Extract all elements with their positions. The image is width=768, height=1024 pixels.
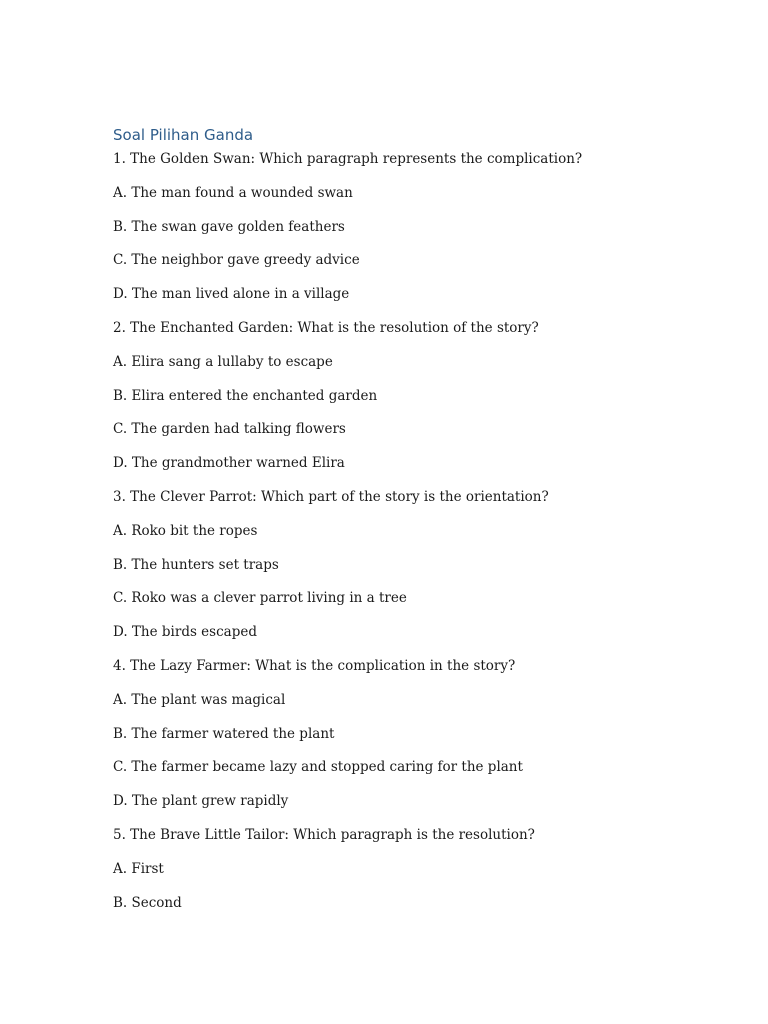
option-line: A. The plant was magical [113,691,286,708]
option-line: D. The grandmother warned Elira [113,455,345,472]
option-line: B. The hunters set traps [113,556,279,573]
question-list [113,148,582,925]
question-line: 1. The Golden Swan: Which paragraph represents the complication? [113,151,583,167]
question-line: 5. The Brave Little Tailor: Which paragraph is the resolution? [113,826,535,843]
option-line: D. The birds escaped [113,624,257,641]
section-heading: Soal Pilihan Ganda [113,126,254,144]
option-line: A. The man found a wounded swan [113,184,353,201]
option-line: C. Roko was a clever parrot living in a tree [113,590,407,607]
option-line: B. The farmer watered the plant [113,725,335,742]
option-line: D. The plant grew rapidly [113,793,289,810]
question-line: 2. The Enchanted Garden: What is the resolution of the story? [113,319,539,336]
option-line: C. The neighbor gave greedy advice [113,252,360,269]
option-line: A. Roko bit the ropes [113,522,258,539]
option-line: B. Second [113,894,182,911]
option-line: A. First [113,860,164,877]
option-line: C. The farmer became lazy and stopped caring for the plant [113,759,523,776]
option-line: B. Elira entered the enchanted garden [113,387,378,404]
question-line: 3. The Clever Parrot: Which part of the story is the orientation? [113,488,549,505]
option-line: B. The swan gave golden feathers [113,218,345,235]
option-line: A. Elira sang a lullaby to escape [113,353,333,370]
question-line: 4. The Lazy Farmer: What is the complication in the story? [113,657,516,674]
option-line: C. The garden had talking flowers [113,421,346,438]
option-line: D. The man lived alone in a village [113,286,350,303]
